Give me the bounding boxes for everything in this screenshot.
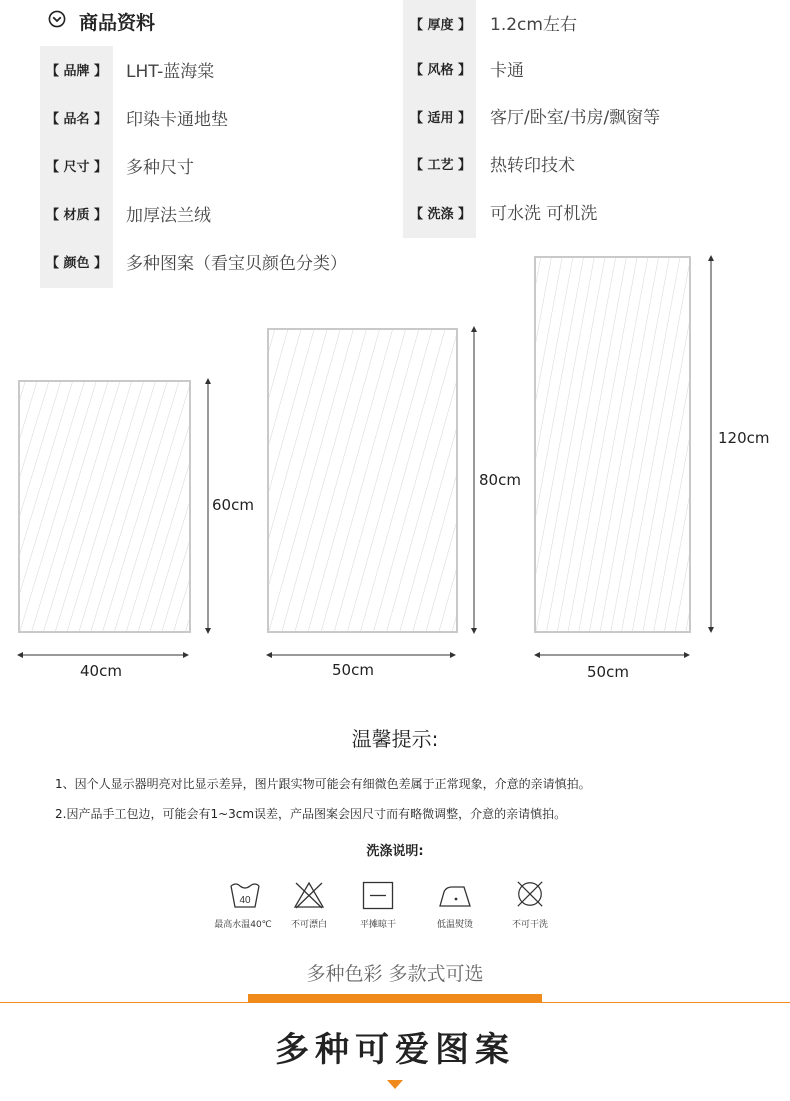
width-label: 50cm xyxy=(332,661,374,679)
tip-line-1: 1、因个人显示器明亮对比显示差异，图片跟实物可能会有细微色差属于正常现象，介意的亲请慎拍。 xyxy=(55,777,591,791)
width-dimension-arrow xyxy=(534,649,690,661)
hatch-line xyxy=(269,330,353,631)
care-label: 平摊晾干 xyxy=(359,920,396,930)
rug-outline-large xyxy=(534,256,691,633)
hatch-line xyxy=(536,258,605,631)
spec-label-color: 【 颜色 】 xyxy=(46,256,108,271)
width-label: 50cm xyxy=(587,663,629,681)
spec-value-craft: 热转印技术 xyxy=(490,156,575,176)
hatch-line xyxy=(632,258,689,631)
hatch-line xyxy=(20,382,84,631)
hatch-line xyxy=(138,382,189,631)
height-label: 60cm xyxy=(212,496,254,514)
hatch-line xyxy=(115,382,189,631)
hatch-line xyxy=(590,258,659,631)
flat-dry-icon xyxy=(361,880,395,910)
hatch-line xyxy=(295,330,379,631)
hatch-line xyxy=(308,330,392,631)
hatch-line xyxy=(361,330,445,631)
rug-outline-small xyxy=(18,380,191,633)
hatch-line xyxy=(611,258,680,631)
tip-line-2: 2.因产品手工包边，可能会有1~3cm误差，产品图案会因尺寸而有略微调整，介意的亲请慎拍。 xyxy=(55,807,567,821)
hatch-line xyxy=(686,258,689,631)
hatch-line xyxy=(44,382,120,631)
hatch-line xyxy=(374,330,456,631)
height-label: 120cm xyxy=(718,429,770,447)
spec-label-style: 【 风格 】 xyxy=(410,63,472,78)
spec-label-material: 【 材质 】 xyxy=(46,208,108,223)
care-label: 不可干洗 xyxy=(511,920,548,930)
no-bleach-icon xyxy=(292,880,326,910)
hatch-line xyxy=(452,330,456,631)
hatch-line xyxy=(150,382,189,631)
tips-title: 温馨提示: xyxy=(351,727,439,751)
section-title: 多种可爱图案 xyxy=(275,1030,515,1070)
hatch-pattern xyxy=(20,382,189,631)
hatch-line xyxy=(654,258,689,631)
hatch-line xyxy=(91,382,167,631)
hatch-line xyxy=(282,330,366,631)
spec-value-color: 多种图案（看宝贝颜色分类） xyxy=(126,254,347,274)
height-label: 80cm xyxy=(479,471,521,489)
spec-value-size: 多种尺寸 xyxy=(126,158,194,178)
spec-value-washing: 可水洗 可机洗 xyxy=(490,204,598,224)
care-label: 低温熨烫 xyxy=(436,920,473,930)
hatch-line xyxy=(79,382,155,631)
hatch-pattern xyxy=(536,258,689,631)
accent-divider xyxy=(0,1002,790,1003)
low-iron-icon xyxy=(438,880,472,910)
hatch-line xyxy=(600,258,669,631)
washing-title: 洗涤说明: xyxy=(366,844,424,859)
hatch-line xyxy=(67,382,143,631)
hatch-line xyxy=(579,258,648,631)
spec-value-thickness: 1.2cm左右 xyxy=(490,15,577,35)
width-label: 40cm xyxy=(80,662,122,680)
spec-label-usage: 【 适用 】 xyxy=(410,111,472,126)
spec-label-brand: 【 品牌 】 xyxy=(46,64,108,79)
hatch-pattern xyxy=(269,330,456,631)
hatch-line xyxy=(334,330,418,631)
hatch-line xyxy=(126,382,189,631)
hatch-line xyxy=(536,258,594,631)
hatch-line xyxy=(321,330,405,631)
width-dimension-arrow xyxy=(17,649,189,661)
spec-label-size: 【 尺寸 】 xyxy=(46,160,108,175)
spec-value-style: 卡通 xyxy=(490,61,524,81)
spec-value-material: 加厚法兰绒 xyxy=(126,206,211,226)
care-label: 不可漂白 xyxy=(290,920,327,930)
spec-label-craft: 【 工艺 】 xyxy=(410,158,472,173)
height-dimension-arrow xyxy=(704,255,718,633)
hatch-line xyxy=(20,382,61,631)
hatch-line xyxy=(269,330,340,631)
no-dry-clean-icon xyxy=(513,879,547,909)
hatch-line xyxy=(568,258,637,631)
spec-value-brand: LHT-蓝海棠 xyxy=(126,62,215,82)
wash-40-icon xyxy=(228,880,262,910)
spec-label-washing: 【 洗涤 】 xyxy=(410,207,472,222)
hatch-line xyxy=(269,330,314,631)
hatch-line xyxy=(20,382,96,631)
hatch-line xyxy=(55,382,131,631)
spec-value-usage: 客厅/卧室/书房/飘窗等 xyxy=(490,108,661,128)
down-arrow-icon xyxy=(387,1080,403,1090)
hatch-line xyxy=(348,330,432,631)
hatch-line xyxy=(387,330,456,631)
wash-temp: 40 xyxy=(239,895,251,906)
hatch-line xyxy=(413,330,456,631)
hatch-line xyxy=(622,258,689,631)
hatch-line xyxy=(186,382,189,631)
hatch-line xyxy=(400,330,456,631)
hatch-line xyxy=(643,258,689,631)
hatch-line xyxy=(547,258,616,631)
spec-label-thickness: 【 厚度 】 xyxy=(410,18,472,33)
hatch-line xyxy=(32,382,108,631)
section-heading: 商品资料 xyxy=(79,12,156,34)
spec-value-name: 印染卡通地垫 xyxy=(126,110,228,130)
tagline: 多种色彩 多款式可选 xyxy=(306,963,484,985)
spec-label-name: 【 品名 】 xyxy=(46,112,108,127)
hatch-line xyxy=(557,258,626,631)
width-dimension-arrow xyxy=(266,649,456,661)
care-label: 最高水温40℃ xyxy=(214,920,272,930)
hatch-line xyxy=(536,258,573,631)
chevron-down-circle-icon xyxy=(48,10,66,28)
rug-outline-medium xyxy=(267,328,458,633)
hatch-line xyxy=(103,382,179,631)
